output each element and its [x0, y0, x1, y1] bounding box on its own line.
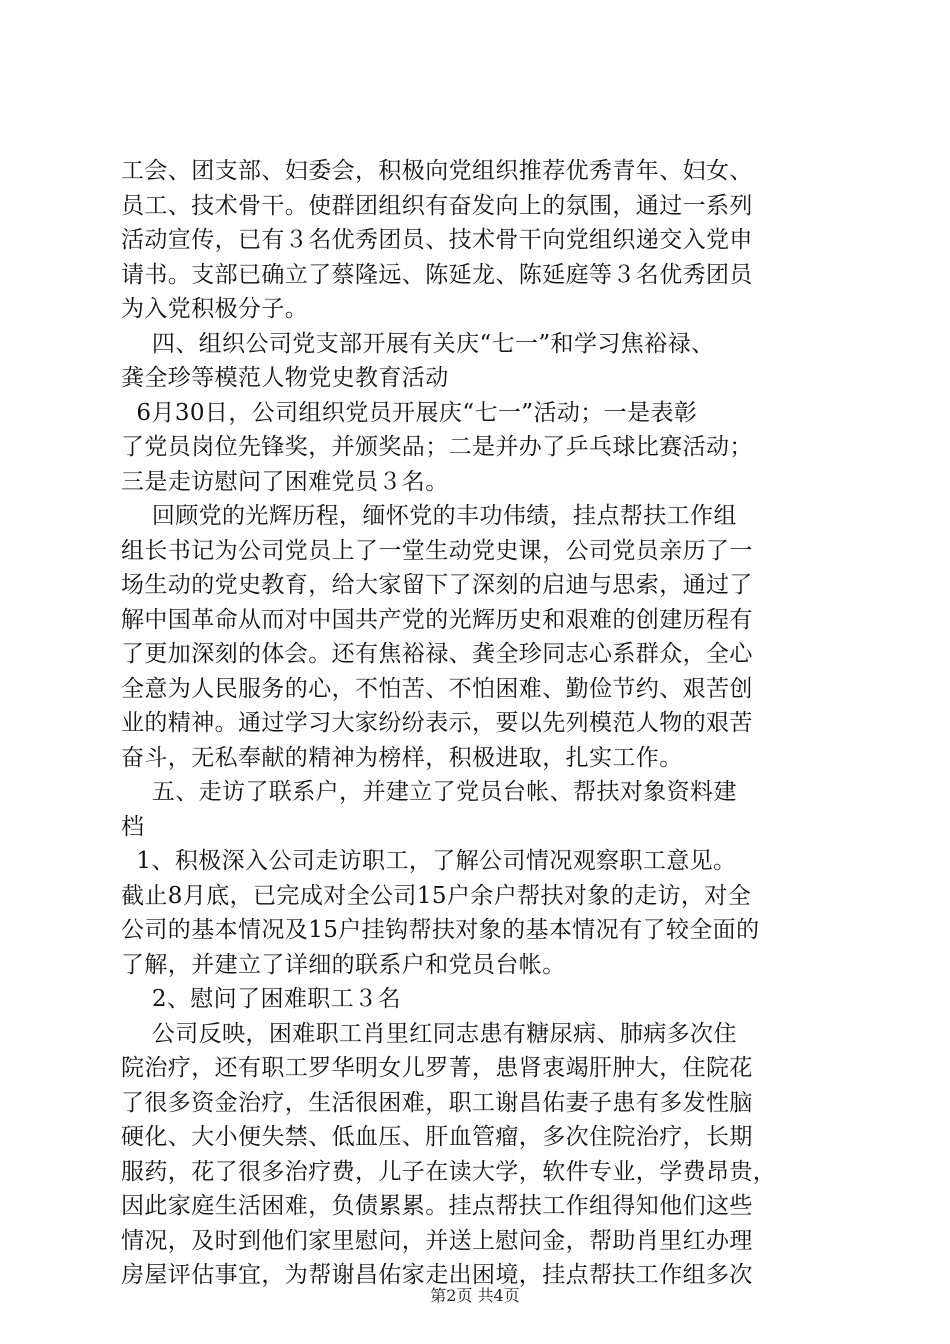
- text-line: 1、积极深入公司走访职工，了解公司情况观察职工意见。: [121, 848, 737, 874]
- text-line: 了解，并建立了详细的联系户和党员台帐。: [121, 951, 566, 978]
- text-line: 服药，花了很多治疗费，儿子在读大学，软件专业，学费昂贵，: [121, 1158, 777, 1185]
- text-line: 因此家庭生活困难，负债累累。挂点帮扶工作组得知他们这些: [121, 1193, 753, 1219]
- text-line: 解中国革命从而对中国共产党的光辉历史和艰难的创建历程有: [121, 606, 753, 633]
- text-line: 场生动的党史教育，给大家留下了深刻的启迪与思索，通过了: [121, 572, 753, 598]
- text-line: 回顾党的光辉历程，缅怀党的丰功伟绩，挂点帮扶工作组: [121, 503, 737, 529]
- text-line: 工会、团支部、妇委会，积极向党组织推荐优秀青年、妇女、: [121, 158, 753, 184]
- text-line: 公司的基本情况及15户挂钩帮扶对象的基本情况有了较全面的: [121, 917, 760, 943]
- text-line: 员工、技术骨干。使群团组织有奋发向上的氛围，通过一系列: [121, 192, 753, 219]
- page-footer: 第2页 共4页: [430, 1286, 520, 1305]
- text-line: 业的精神。通过学习大家纷纷表示，要以先列模范人物的艰苦: [121, 710, 753, 736]
- document-body: [121, 154, 841, 1293]
- text-line: 活动宣传，已有３名优秀团员、技术骨干向党组织递交入党申: [121, 227, 753, 253]
- text-line: 五、走访了联系户，并建立了党员台帐、帮扶对象资料建: [121, 779, 737, 805]
- text-line: 硬化、大小便失禁、低血压、肝血管瘤，多次住院治疗，长期: [121, 1124, 753, 1150]
- text-line: 2、慰问了困难职工３名: [121, 986, 401, 1012]
- text-line: 了更加深刻的体会。还有焦裕禄、龚全珍同志心系群众，全心: [121, 641, 753, 667]
- text-line: 情况，及时到他们家里慰问，并送上慰问金，帮助肖里红办理: [121, 1227, 753, 1254]
- text-line: 组长书记为公司党员上了一堂生动党史课，公司党员亲历了一: [121, 537, 753, 564]
- text-line: 了党员岗位先锋奖，并颁奖品；二是并办了乒乓球比赛活动；: [121, 434, 753, 460]
- text-line: 奋斗，无私奉献的精神为榜样，积极进取，扎实工作。: [121, 744, 683, 771]
- text-line: 档: [121, 813, 145, 840]
- text-line: 了很多资金治疗，生活很困难，职工谢昌佑妻子患有多发性脑: [121, 1089, 753, 1116]
- text-line: 截止8月底，已完成对全公司15户余户帮扶对象的走访，对全: [121, 882, 752, 909]
- text-line: 四、组织公司党支部开展有关庆“七一”和学习焦裕禄、: [121, 330, 715, 357]
- text-line: 全意为人民服务的心，不怕苦、不怕困难、勤俭节约、艰苦创: [121, 675, 753, 702]
- text-line: 院治疗，还有职工罗华明女儿罗菁，患肾衷竭肝肿大，住院花: [121, 1055, 753, 1081]
- text-line: 龚全珍等模范人物党史教育活动: [121, 365, 449, 391]
- text-line: 6月30日，公司组织党员开展庆“七一”活动；一是表彰: [121, 399, 698, 426]
- text-line: 公司反映，困难职工肖里红同志患有糖尿病、肺病多次住: [121, 1020, 737, 1047]
- text-line: 房屋评估事宜，为帮谢昌佑家走出困境，挂点帮扶工作组多次: [121, 1262, 753, 1288]
- text-line: 为入党积极分子。: [121, 296, 309, 322]
- text-line: 请书。支部已确立了蔡隆远、陈延龙、陈延庭等３名优秀团员: [121, 261, 753, 288]
- text-line: 三是走访慰问了困难党员３名。: [121, 468, 449, 495]
